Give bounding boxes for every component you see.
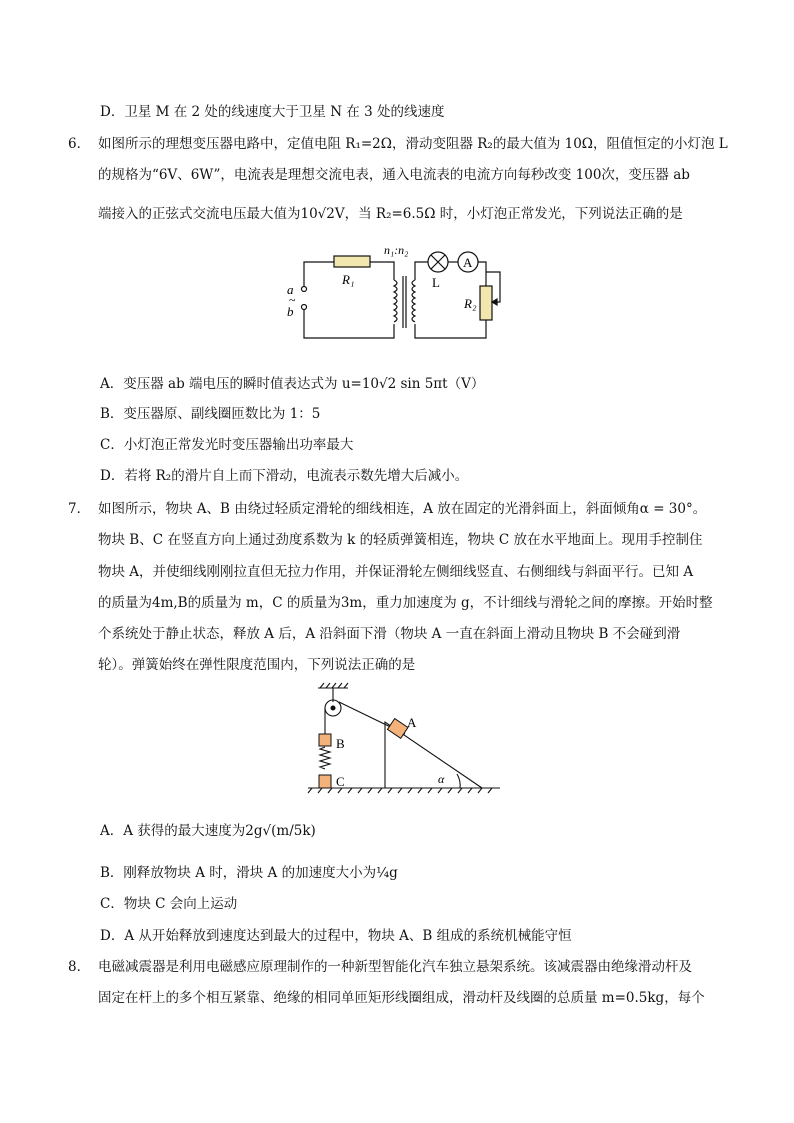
q6-option-c: C．小灯泡正常发光时变压器输出功率最大 <box>100 437 354 453</box>
q6-stem-line-1: 如图所示的理想变压器电路中，定值电阻 R₁=2Ω，滑动变阻器 R₂的最大值为 10Ω，阻值恒定的小灯泡 L <box>98 136 728 152</box>
angle-alpha-label: α <box>438 772 445 786</box>
q7-option-b: B．刚释放物块 A 时，滑块 A 的加速度大小为¼g <box>100 865 398 881</box>
q8-stem-line-1: 电磁减震器是利用电磁感应原理制作的一种新型智能化汽车独立悬架系统。该减震器由绝缘滑动杆及 <box>98 959 692 975</box>
block-c-label: C <box>336 774 345 789</box>
block-c <box>319 775 331 788</box>
q7-option-d: D．A 从开始释放到速度达到最大的过程中，物块 A、B 组成的系统机械能守恒 <box>100 928 572 944</box>
q6-option-a: A．变压器 ab 端电压的瞬时值表达式为 u=10√2 sin 5πt（V） <box>100 376 485 392</box>
q7-stem-line-3: 物块 A，并使细线刚刚拉直但无拉力作用，并保证滑轮左侧细线竖直、右侧细线与斜面平行。已知 A <box>98 564 694 580</box>
block-a-label: A <box>407 715 417 730</box>
q7-stem-line-2: 物块 B、C 在竖直方向上通过劲度系数为 k 的轻质弹簧相连，物块 C 放在水平地面上。现用手控制住 <box>98 532 703 548</box>
q5-option-d: D．卫星 M 在 2 处的线速度大于卫星 N 在 3 处的线速度 <box>100 104 445 120</box>
r2-label: R₂ <box>464 296 477 311</box>
r1-label: R₁ <box>342 272 355 287</box>
q6-stem-line-3: 端接入的正弦式交流电压最大值为10√2V，当 R₂=6.5Ω 时，小灯泡正常发光，下列说法正确的是 <box>98 206 683 222</box>
block-b-label: B <box>336 736 345 751</box>
q6-option-b: B．变压器原、副线圈匝数比为 1：5 <box>100 406 321 422</box>
q6-number: 6． <box>68 136 91 152</box>
ac-source-symbol: ~ <box>289 293 296 307</box>
lamp-label: L <box>432 275 440 290</box>
block-b <box>319 734 331 746</box>
q7-stem-line-1: 如图所示，物块 A、B 由绕过轻质定滑轮的细线相连，A 放在固定的光滑斜面上，斜面倾角α = 30°。 <box>98 501 707 517</box>
q7-stem-line-4: 的质量为4m,B的质量为 m，C 的质量为3m，重力加速度为 g，不计细线与滑轮之间的摩擦。开始时整 <box>98 595 713 611</box>
q7-number: 7． <box>68 501 91 517</box>
terminal-b-label: b <box>287 304 294 319</box>
q7-option-c: C．物块 C 会向上运动 <box>100 896 238 912</box>
ammeter-label: A <box>463 255 473 270</box>
pulley-incline-figure <box>300 682 510 794</box>
turns-ratio-label: n₁:n₂ <box>384 243 409 257</box>
transformer-circuit-figure <box>280 240 510 352</box>
q8-stem-line-2: 固定在杆上的多个相互紧靠、绝缘的相同单匝矩形线圈组成，滑动杆及线圈的总质量 m=0.5kg，每个 <box>98 990 705 1006</box>
q6-option-d: D．若将 R₂的滑片自上而下滑动，电流表示数先增大后减小。 <box>100 468 469 484</box>
terminal-a-label: a <box>287 282 294 297</box>
q8-number: 8． <box>68 959 91 975</box>
q6-stem-line-2: 的规格为“6V、6W”，电流表是理想交流电表，通入电流表的电流方向每秒改变 100次，变压器 ab <box>98 167 690 183</box>
q7-stem-line-6: 轮）。弹簧始终在弹性限度范围内，下列说法正确的是 <box>98 657 416 673</box>
q7-option-a: A．A 获得的最大速度为2g√(m/5k) <box>100 823 316 839</box>
q7-stem-line-5: 个系统处于静止状态，释放 A 后，A 沿斜面下滑（物块 A 一直在斜面上滑动且物块 B 不会碰到滑 <box>98 626 681 642</box>
